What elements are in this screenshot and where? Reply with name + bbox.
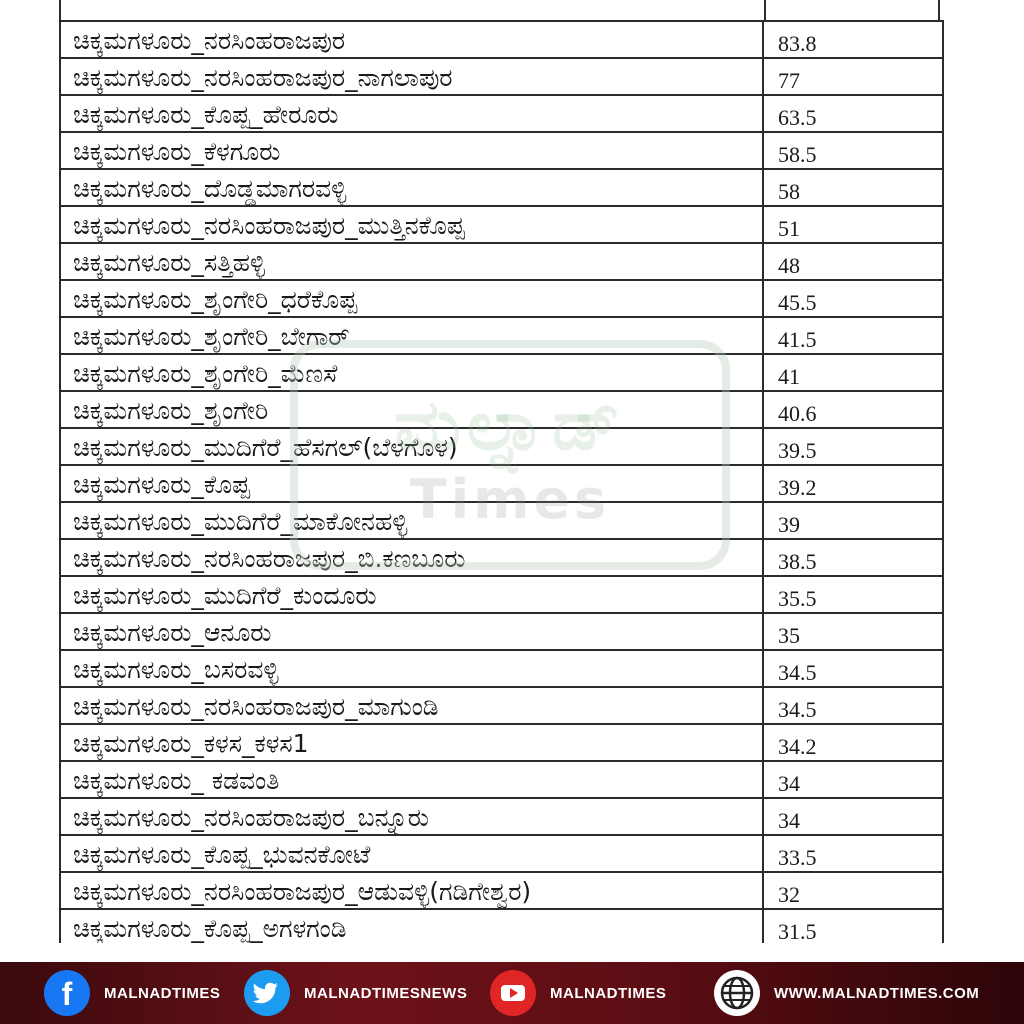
location-name-cell: ಚಿಕ್ಕಮಗಳೂರು_ಕಳಸ_ಕಳಸ1 — [61, 725, 764, 760]
website-link[interactable] — [714, 968, 979, 1018]
table-row — [61, 503, 942, 540]
location-name-cell: ಚಿಕ್ಕಮಗಳೂರು_ಕೊಪ್ಪ_ಭುವನಕೋಟೆ — [61, 836, 764, 871]
location-name-cell: ಚಿಕ್ಕಮಗಳೂರು_ನರಸಿಂಹರಾಜಪುರ_ಬನ್ನೂರು — [61, 799, 764, 834]
location-name-cell: ಚಿಕ್ಕಮಗಳೂರು_ನರಸಿಂಹರಾಜಪುರ — [61, 22, 764, 57]
location-name-cell: ಚಿಕ್ಕಮಗಳೂರು_ಬಸರವಳ್ಳಿ — [61, 651, 764, 686]
rainfall-value-cell: 34.5 — [778, 660, 817, 685]
table-row — [61, 355, 942, 392]
watermark-sub-text: Times — [409, 468, 611, 531]
rainfall-value-cell: 39 — [778, 512, 800, 537]
table-row — [61, 207, 942, 244]
globe-icon — [714, 970, 760, 1016]
location-name-cell: ಚಿಕ್ಕಮಗಳೂರು_ಶೃಂಗೇರಿ_ಧರೆಕೊಪ್ಪ — [61, 281, 764, 316]
rainfall-value-cell: 38.5 — [778, 549, 817, 574]
location-name-cell: ಚಿಕ್ಕಮಗಳೂರು_ಕೊಪ್ಪ_ಅಗಳಗಂಡಿ — [61, 910, 764, 943]
location-name-cell: ಚಿಕ್ಕಮಗಳೂರು_ ಕಡವಂತಿ — [61, 762, 764, 797]
table-top-fragment — [59, 0, 940, 20]
rainfall-value-cell: 35 — [778, 623, 800, 648]
table-row — [61, 429, 942, 466]
location-name-cell: ಚಿಕ್ಕಮಗಳೂರು_ಸತ್ತಿಹಳ್ಳಿ — [61, 244, 764, 279]
table-row — [61, 244, 942, 281]
rainfall-value-cell: 45.5 — [778, 290, 817, 315]
rainfall-value-cell: 58.5 — [778, 142, 817, 167]
table-row — [61, 688, 942, 725]
rainfall-value-cell: 35.5 — [778, 586, 817, 611]
rainfall-value-cell: 34.2 — [778, 734, 817, 759]
rainfall-value-cell: 34.5 — [778, 697, 817, 722]
website-label: WWW.MALNADTIMES.COM — [774, 984, 980, 1002]
youtube-label: MALNADTIMES — [550, 984, 667, 1002]
table-row — [61, 59, 942, 96]
footer-bar — [0, 962, 1024, 1024]
rainfall-value-cell: 31.5 — [778, 919, 817, 943]
table-row — [61, 873, 942, 910]
column-divider — [764, 0, 766, 20]
location-name-cell: ಚಿಕ್ಕಮಗಳೂರು_ನರಸಿಂಹರಾಜಪುರ_ಆಡುವಳ್ಳಿ(ಗಡಿಗೇಶ್ವರ) — [61, 873, 764, 908]
rainfall-value-cell: 34 — [778, 771, 800, 796]
table-row — [61, 170, 942, 207]
rainfall-value-cell: 34 — [778, 808, 800, 833]
table-row — [61, 762, 942, 799]
twitter-label: MALNADTIMESNEWS — [304, 984, 468, 1002]
rainfall-value-cell: 63.5 — [778, 105, 817, 130]
location-name-cell: ಚಿಕ್ಕಮಗಳೂರು_ಆನೂರು — [61, 614, 764, 649]
rainfall-value-cell: 58 — [778, 179, 800, 204]
svg-text:f: f — [61, 976, 73, 1012]
location-name-cell: ಚಿಕ್ಕಮಗಳೂರು_ದೊಡ್ಡಮಾಗರವಳ್ಳಿ — [61, 170, 764, 205]
watermark-logo-text: ಮಲ್ನಾಡ್ — [394, 384, 626, 466]
rainfall-table — [59, 20, 944, 943]
table-row — [61, 651, 942, 688]
location-name-cell: ಚಿಕ್ಕಮಗಳೂರು_ನರಸಿಂಹರಾಜಪುರ_ನಾಗಲಾಪುರ — [61, 59, 764, 94]
table-row — [61, 836, 942, 873]
location-name-cell: ಚಿಕ್ಕಮಗಳೂರು_ನರಸಿಂಹರಾಜಪುರ_ಬಿ.ಕಣಬೂರು — [61, 540, 764, 575]
rainfall-value-cell: 51 — [778, 216, 800, 241]
table-row — [61, 22, 942, 59]
table-row — [61, 540, 942, 577]
rainfall-value-cell: 39.2 — [778, 475, 817, 500]
table-row — [61, 392, 942, 429]
location-name-cell: ಚಿಕ್ಕಮಗಳೂರು_ಕೊಪ್ಪ — [61, 466, 764, 501]
rainfall-value-cell: 48 — [778, 253, 800, 278]
facebook-icon — [44, 970, 90, 1016]
rainfall-value-cell: 32 — [778, 882, 800, 907]
table-row — [61, 910, 942, 943]
location-name-cell: ಚಿಕ್ಕಮಗಳೂರು_ಮುದಿಗೆರೆ_ಮಾಕೋನಹಳ್ಳಿ — [61, 503, 764, 538]
table-row — [61, 614, 942, 651]
twitter-icon — [244, 970, 290, 1016]
table-row — [61, 96, 942, 133]
location-name-cell: ಚಿಕ್ಕಮಗಳೂರು_ಶೃಂಗೇರಿ — [61, 392, 764, 427]
twitter-link[interactable] — [244, 968, 467, 1018]
location-name-cell: ಚಿಕ್ಕಮಗಳೂರು_ಮುದಿಗೆರೆ_ಹೆಸಗಲ್(ಬೆಳಗೊಳ) — [61, 429, 764, 464]
location-name-cell: ಚಿಕ್ಕಮಗಳೂರು_ನರಸಿಂಹರಾಜಪುರ_ಮಾಗುಂಡಿ — [61, 688, 764, 723]
rainfall-value-cell: 39.5 — [778, 438, 817, 463]
table-row — [61, 577, 942, 614]
table-row — [61, 466, 942, 503]
rainfall-value-cell: 40.6 — [778, 401, 817, 426]
location-name-cell: ಚಿಕ್ಕಮಗಳೂರು_ಕೆಳಗೂರು — [61, 133, 764, 168]
table-row — [61, 133, 942, 170]
location-name-cell: ಚಿಕ್ಕಮಗಳೂರು_ಕೊಪ್ಪ_ಹೇರೂರು — [61, 96, 764, 131]
rainfall-value-cell: 77 — [778, 68, 800, 93]
rainfall-value-cell: 33.5 — [778, 845, 817, 870]
facebook-label: MALNADTIMES — [104, 984, 221, 1002]
rainfall-value-cell: 83.8 — [778, 31, 817, 56]
rainfall-value-cell: 41 — [778, 364, 800, 389]
location-name-cell: ಚಿಕ್ಕಮಗಳೂರು_ಶೃಂಗೇರಿ_ಮೆಣಸೆ — [61, 355, 764, 390]
table-row — [61, 281, 942, 318]
facebook-link[interactable] — [44, 968, 220, 1018]
rainfall-value-cell: 41.5 — [778, 327, 817, 352]
youtube-icon — [490, 970, 536, 1016]
table-row — [61, 799, 942, 836]
table-row — [61, 725, 942, 762]
location-name-cell: ಚಿಕ್ಕಮಗಳೂರು_ಮುದಿಗೆರೆ_ಕುಂದೂರು — [61, 577, 764, 612]
location-name-cell: ಚಿಕ್ಕಮಗಳೂರು_ನರಸಿಂಹರಾಜಪುರ_ಮುತ್ತಿನಕೊಪ್ಪ — [61, 207, 764, 242]
youtube-link[interactable] — [490, 968, 666, 1018]
table-row — [61, 318, 942, 355]
location-name-cell: ಚಿಕ್ಕಮಗಳೂರು_ಶೃಂಗೇರಿ_ಬೇಗಾರ್ — [61, 318, 764, 353]
